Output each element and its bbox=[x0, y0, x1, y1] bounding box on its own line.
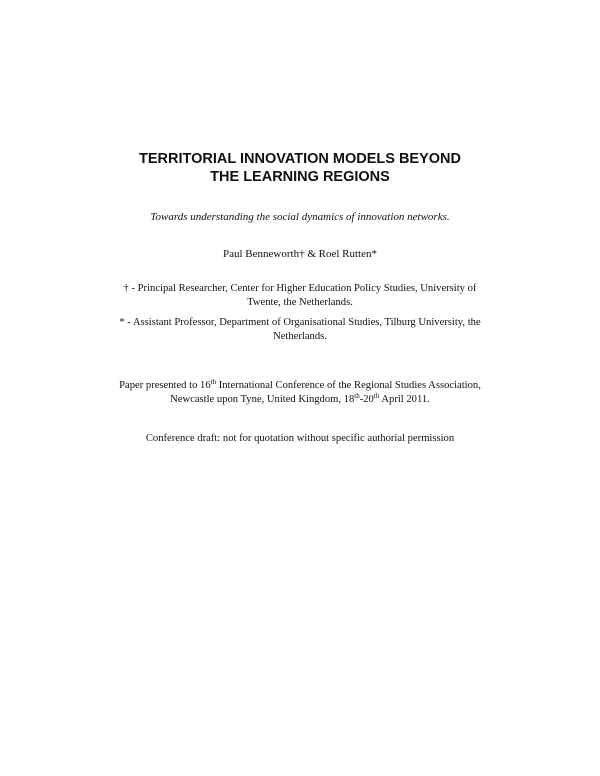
draft-notice: Conference draft: not for quotation without specific authorial permission bbox=[145, 433, 455, 444]
paper-title-line-1: TERRITORIAL INNOVATION MODELS BEYOND bbox=[139, 151, 461, 167]
affiliation-1 bbox=[95, 282, 505, 309]
presentation-note-text-5: April 2011. bbox=[379, 394, 430, 405]
affiliation-2-line-2: Netherlands. bbox=[273, 330, 327, 342]
presentation-note bbox=[80, 379, 520, 407]
paper-title-line-2: THE LEARNING REGIONS bbox=[210, 169, 390, 185]
ordinal-suffix-16th: th bbox=[210, 378, 217, 386]
affiliation-2-line-1: * - Assistant Professor, Department of Organisational Studies, Tilburg University, the bbox=[119, 317, 481, 328]
author-list: Paul Benneworth† & Roel Rutten* bbox=[223, 248, 377, 260]
paper-title bbox=[100, 150, 500, 186]
presentation-note-text-1: Paper presented to 16 bbox=[119, 380, 211, 391]
affiliation-2 bbox=[95, 316, 505, 343]
paper-subtitle: Towards understanding the social dynamics of innovation networks. bbox=[150, 211, 450, 223]
presentation-note-text-4: -20 bbox=[359, 394, 374, 405]
affiliation-1-line-1: † - Principal Researcher, Center for Higher Education Policy Studies, University of bbox=[123, 283, 477, 294]
presentation-note-text-3: Newcastle upon Tyne, United Kingdom, 18 bbox=[170, 394, 355, 405]
ordinal-suffix-18th: th bbox=[354, 392, 360, 400]
presentation-note-text-2: International Conference of the Regional Studies Association, bbox=[216, 380, 481, 391]
ordinal-suffix-20th: th bbox=[373, 392, 380, 400]
affiliation-1-line-2: Twente, the Netherlands. bbox=[247, 296, 353, 308]
